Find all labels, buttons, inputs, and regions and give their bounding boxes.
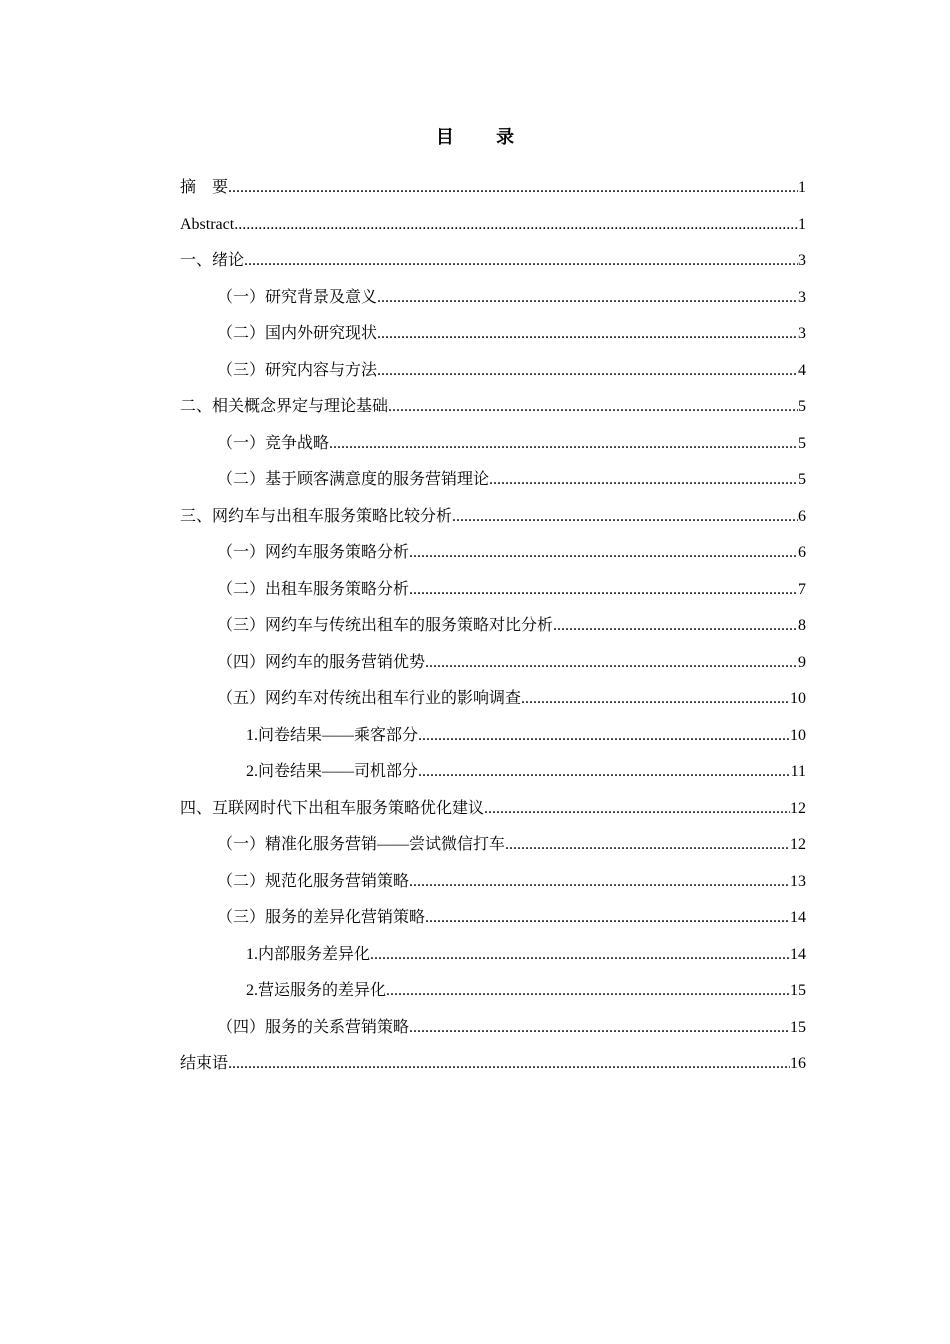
toc-dot-leader [409,1010,790,1047]
toc-entry[interactable] [180,1046,806,1083]
toc-entry[interactable] [180,353,806,390]
toc-dot-leader [409,572,798,609]
toc-entry-label: 1.内部服务差异化 [246,945,371,963]
toc-entry-label: 2.营运服务的差异化 [246,982,387,999]
toc-dot-leader [370,937,790,974]
toc-entry-label: （二）规范化服务营销策略 [217,872,410,890]
toc-entry-label: 2.问卷结果——司机部分 [246,763,419,780]
toc-entry-label: （四）服务的关系营销策略 [217,1018,410,1036]
toc-entry[interactable] [180,827,806,864]
toc-dot-leader [377,316,798,353]
toc-entry-label: 一、绪论 [180,252,245,269]
toc-entry[interactable] [180,937,806,974]
toc-entry[interactable] [180,572,806,609]
toc-entry-label: 四、互联网时代下出租车服务策略优化建议 [180,799,485,817]
toc-entry[interactable] [180,900,806,937]
toc-entry[interactable] [180,864,806,901]
toc-entry-page-number: 5 [798,398,806,415]
toc-entry[interactable] [180,718,806,755]
toc-entry-label: （四）网约车的服务营销优势 [217,653,426,671]
toc-entry-page-number: 5 [798,471,806,488]
toc-dot-leader [377,353,798,390]
toc-dot-leader [386,973,790,1010]
toc-entry-label: 三、网约车与出租车服务策略比较分析 [180,507,453,525]
toc-dot-leader [484,791,790,828]
toc-entry[interactable] [180,389,806,426]
toc-entry-page-number: 1 [798,215,806,233]
toc-entry-label: （二）国内外研究现状 [217,325,378,342]
toc-entry-page-number: 14 [790,945,806,963]
toc-entry[interactable] [180,243,806,280]
toc-entry[interactable] [180,681,806,718]
toc-entry-page-number: 3 [798,288,806,306]
toc-entry-page-number: 11 [790,763,806,780]
toc-entry[interactable] [180,535,806,572]
toc-dot-leader [553,608,798,645]
toc-entry-label: （一）网约车服务策略分析 [217,544,410,561]
toc-entry-page-number: 15 [790,1018,806,1036]
toc-entry-label: （五）网约车对传统出租车行业的影响调查 [217,690,522,707]
toc-entry-label: Abstract [180,215,235,233]
toc-entry[interactable] [180,280,806,317]
toc-entry[interactable] [180,207,806,244]
toc-dot-leader [377,280,798,317]
toc-entry-page-number: 3 [798,252,806,269]
toc-entry-label: （一）精准化服务营销——尝试微信打车 [217,836,506,853]
toc-entry-label: （二）基于顾客满意度的服务营销理论 [217,471,490,488]
toc-dot-leader [452,499,798,536]
toc-entry[interactable] [180,645,806,682]
toc-entry-page-number: 5 [798,434,806,452]
toc-entry-page-number: 10 [790,726,806,744]
toc-entry-page-number: 14 [790,909,806,926]
toc-entry[interactable] [180,754,806,791]
toc-entry-page-number: 12 [790,836,806,853]
toc-dot-leader [425,645,798,682]
toc-dot-leader [425,900,790,937]
toc-entry-label: （三）研究内容与方法 [217,361,378,379]
toc-dot-leader [228,170,798,207]
toc-entry-label: （三）服务的差异化营销策略 [217,909,426,926]
toc-entry-label: 1.问卷结果——乘客部分 [246,726,419,744]
toc-entry-label: （三）网约车与传统出租车的服务策略对比分析 [217,617,554,634]
toc-entry-page-number: 4 [798,361,806,379]
toc-dot-leader [489,462,798,499]
toc-dot-leader [388,389,798,426]
toc-title: 目 录 [435,127,533,148]
toc-entry-label: 摘 要 [180,179,229,196]
toc-entry-page-number: 16 [790,1055,806,1072]
toc-entry-page-number: 9 [798,653,806,671]
toc-dot-leader [329,426,798,463]
toc-entry[interactable] [180,608,806,645]
toc-entry-label: 结束语 [180,1055,229,1072]
toc-entry-label: （一）竞争战略 [217,434,330,452]
toc-dot-leader [505,827,790,864]
toc-entry[interactable] [180,316,806,353]
toc-entry-page-number: 7 [798,580,806,598]
toc-entry[interactable] [180,973,806,1010]
toc-entry-page-number: 8 [798,617,806,634]
toc-entry-page-number: 3 [798,325,806,342]
toc-entry[interactable] [180,170,806,207]
toc-dot-leader [234,207,798,244]
toc-entry-page-number: 13 [790,872,806,890]
toc-entry[interactable] [180,791,806,828]
toc-entry-label: （二）出租车服务策略分析 [217,580,410,598]
toc-entry[interactable] [180,462,806,499]
toc-entry-page-number: 1 [798,179,806,196]
toc-entry-label: 二、相关概念界定与理论基础 [180,398,389,415]
toc-entry-page-number: 12 [790,799,806,817]
toc-entry-page-number: 10 [790,690,806,707]
toc-entry-page-number: 6 [798,507,806,525]
toc-dot-leader [228,1046,790,1083]
table-of-contents [180,170,806,1083]
toc-entry-label: （一）研究背景及意义 [217,288,378,306]
toc-entry-page-number: 6 [798,544,806,561]
toc-dot-leader [409,535,798,572]
toc-entry[interactable] [180,426,806,463]
toc-entry[interactable] [180,1010,806,1047]
toc-dot-leader [521,681,790,718]
toc-dot-leader [418,754,791,791]
toc-dot-leader [418,718,790,755]
toc-dot-leader [409,864,790,901]
toc-entry-page-number: 15 [790,982,806,999]
toc-entry[interactable] [180,499,806,536]
toc-dot-leader [244,243,798,280]
